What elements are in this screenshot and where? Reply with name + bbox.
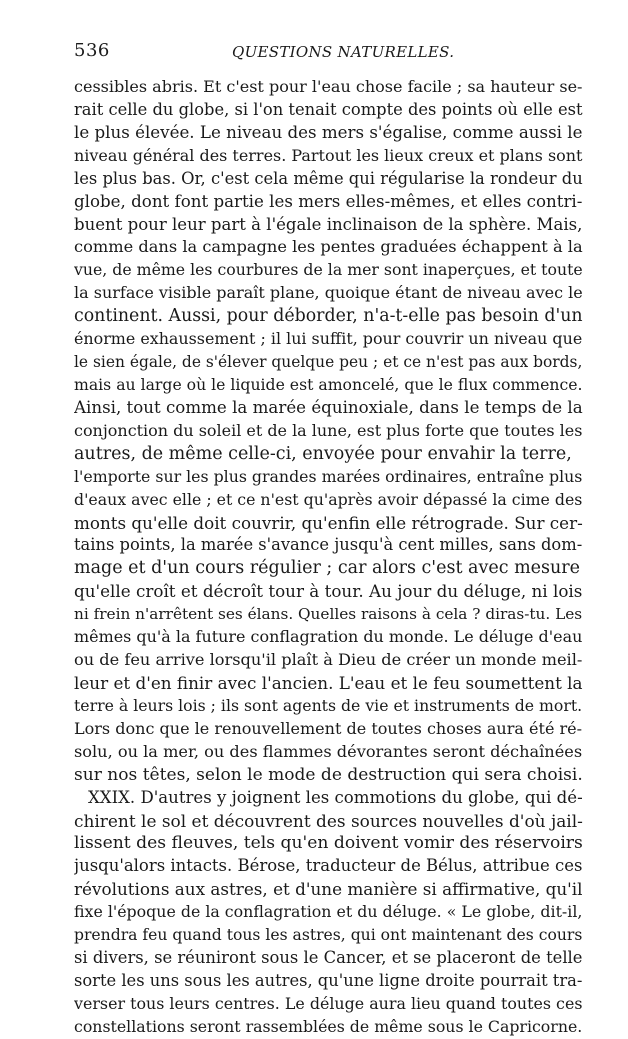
text-line: continent. Aussi, pour déborder, n'a-t-elle pas besoin d'un — [74, 306, 583, 327]
page-header — [74, 40, 586, 66]
text-line: niveau général des terres. Partout les lieux creux et plans sont — [74, 145, 583, 165]
text-line: tains points, la marée s'avance jusqu'à cent milles, sans dom- — [74, 535, 583, 555]
text-line: le sien égale, de s'élever quelque peu ; et ce n'est pas aux bords, — [74, 353, 583, 372]
section-start-line: XXIX. D'autres y joignent les commotions du globe, qui dé- — [88, 787, 583, 807]
text-line: chirent le sol et découvrent des sources nouvelles d'où jail- — [74, 810, 583, 831]
text-line: terre à leurs lois ; ils sont agents de vie et instruments de mort. — [74, 695, 583, 715]
text-line: globe, dont font partie les mers elles-mêmes, et elles contri- — [74, 191, 583, 211]
text-line: fixe l'époque de la conflagration et du déluge. « Le globe, dit-il, — [74, 902, 583, 922]
text-line: les plus bas. Or, c'est cela même qui régularise la rondeur du — [74, 168, 583, 188]
text-line: l'emporte sur les plus grandes marées ordinaires, entraîne plus — [74, 466, 583, 486]
text-line: la surface visible paraît plane, quoique étant de niveau avec le — [74, 283, 583, 303]
text-line: autres, de même celle-ci, envoyée pour envahir la terre, — [74, 443, 572, 464]
text-line: Lors donc que le renouvellement de toutes choses aura été ré- — [74, 718, 583, 738]
text-line: qu'elle croît et décroît tour à tour. Au jour du déluge, ni lois — [74, 581, 583, 602]
text-line: Ainsi, tout comme la marée équinoxiale, dans le temps de la — [74, 397, 583, 417]
text-line: prendra feu quand tous les astres, qui ont maintenant des cours — [74, 926, 583, 945]
text-line: lissent des fleuves, tels qu'en doivent vomir des réservoirs — [74, 833, 583, 854]
text-line: leur et d'en finir avec l'ancien. L'eau et le feu soumettent la — [74, 672, 583, 693]
text-line: ou de feu arrive lorsqu'il plaît à Dieu de créer un monde meil- — [74, 650, 583, 670]
text-line: d'eaux avec elle ; et ce n'est qu'après avoir dépassé la cime des — [74, 489, 583, 509]
text-line: buent pour leur part à l'égale inclinaison de la sphère. Mais, — [74, 214, 583, 234]
text-line: mêmes qu'à la future conflagration du monde. Le déluge d'eau — [74, 627, 583, 647]
text-line: comme dans la campagne les pentes graduées échappent à la — [74, 237, 583, 257]
text-line: le plus élevée. Le niveau des mers s'égalise, comme aussi le — [74, 122, 583, 142]
running-title: QUESTIONS NATURELLES. — [232, 43, 455, 61]
text-line: cessibles abris. Et c'est pour l'eau chose facile ; sa hauteur se- — [74, 77, 583, 96]
text-line: mage et d'un cours régulier ; car alors c'est avec mesure — [74, 558, 581, 579]
text-line: jusqu'alors intacts. Bérose, traducteur de Bélus, attribue ces — [74, 856, 583, 876]
text-line: révolutions aux astres, et d'une manière si affirmative, qu'il — [74, 879, 583, 900]
text-line: verser tous leurs centres. Le déluge aura lieu quand toutes ces — [74, 993, 583, 1013]
text-line: rait celle du globe, si l'on tenait compte des points où elle est — [74, 99, 583, 119]
text-line: vue, de même les courbures de la mer sont inaperçues, et toute — [74, 260, 583, 280]
text-line: ni frein n'arrêtent ses élans. Quelles raisons à cela ? diras-tu. Les — [74, 605, 583, 624]
text-line: sur nos têtes, selon le mode de destruction qui sera choisi. — [74, 764, 583, 785]
text-line: énorme exhaussement ; il lui suffit, pour couvrir un niveau que — [74, 329, 583, 349]
text-line: mais au large où le liquide est amoncelé, que le flux commence. — [74, 374, 583, 394]
text-line: monts qu'elle doit couvrir, qu'enfin elle rétrograde. Sur cer- — [74, 512, 583, 533]
text-line: solu, ou la mer, ou des flammes dévorantes seront déchaînées — [74, 741, 583, 761]
text-line: si divers, se réuniront sous le Cancer, et se placeront de telle — [74, 948, 583, 968]
page-number: 536 — [74, 40, 110, 61]
text-line: conjonction du soleil et de la lune, est plus forte que toutes les — [74, 420, 583, 440]
text-line: sorte les uns sous les autres, qu'une ligne droite pourrait tra- — [74, 970, 583, 990]
body-text — [74, 76, 586, 1039]
text-line: constellations seront rassemblées de même sous le Capricorne. — [74, 1016, 583, 1036]
